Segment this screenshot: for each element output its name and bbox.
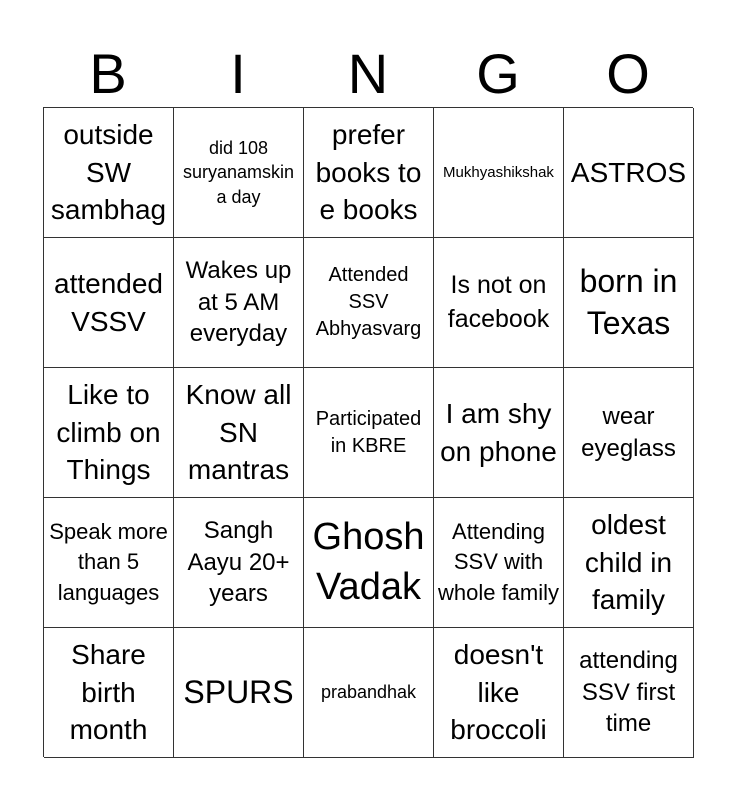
cell-text: outside SW sambhag bbox=[50, 118, 167, 226]
cell-text: Speak more than 5 languages bbox=[49, 518, 168, 605]
bingo-cell[interactable] bbox=[564, 238, 694, 368]
cell-text: Mukhyashikshak bbox=[443, 163, 554, 181]
cell-text: oldest child in family bbox=[584, 508, 673, 616]
bingo-cell[interactable] bbox=[564, 368, 694, 498]
header-letter-o: O bbox=[606, 42, 650, 105]
bingo-cell[interactable] bbox=[44, 628, 174, 758]
cell-text: Attended SSV Abhyasvarg bbox=[315, 264, 422, 340]
cell-text: SPURS bbox=[183, 673, 294, 710]
bingo-cell[interactable] bbox=[434, 498, 564, 628]
bingo-cell[interactable] bbox=[434, 368, 564, 498]
cell-text: Ghosh Vadak bbox=[312, 516, 425, 608]
cell-text: Sangh Aayu 20+ years bbox=[187, 516, 290, 608]
header-letter-g: G bbox=[476, 42, 520, 105]
bingo-header bbox=[43, 40, 693, 108]
bingo-cell[interactable] bbox=[564, 498, 694, 628]
cell-text: wear eyeglass bbox=[581, 402, 676, 462]
header-letter-b: B bbox=[89, 42, 127, 105]
cell-text: prefer books to e books bbox=[315, 118, 422, 226]
bingo-cell[interactable] bbox=[434, 238, 564, 368]
bingo-cell[interactable] bbox=[564, 108, 694, 238]
bingo-cell[interactable] bbox=[304, 238, 434, 368]
bingo-cell[interactable] bbox=[174, 628, 304, 758]
bingo-cell[interactable] bbox=[174, 498, 304, 628]
cell-text: ASTROS bbox=[570, 156, 687, 188]
bingo-cell[interactable] bbox=[174, 368, 304, 498]
bingo-cell[interactable] bbox=[44, 108, 174, 238]
cell-text: Like to climb on Things bbox=[56, 378, 161, 486]
bingo-cell[interactable] bbox=[304, 108, 434, 238]
header-letter-n: N bbox=[347, 42, 389, 105]
cell-text: doesn't like broccoli bbox=[450, 638, 547, 746]
cell-text: attended VSSV bbox=[54, 267, 163, 337]
bingo-cell[interactable] bbox=[564, 628, 694, 758]
cell-text: born in Texas bbox=[579, 262, 678, 341]
bingo-cell[interactable] bbox=[304, 498, 434, 628]
bingo-cell[interactable] bbox=[304, 628, 434, 758]
cell-text: prabandhak bbox=[320, 682, 417, 703]
bingo-cell[interactable] bbox=[44, 238, 174, 368]
cell-text: did 108 suryanamskin a day bbox=[182, 138, 295, 207]
cell-text: Wakes up at 5 AM everyday bbox=[185, 256, 292, 348]
cell-text: Know all SN mantras bbox=[185, 378, 292, 486]
cell-text: attending SSV first time bbox=[579, 646, 678, 738]
bingo-cell[interactable] bbox=[44, 498, 174, 628]
bingo-grid bbox=[43, 107, 693, 757]
bingo-cell[interactable] bbox=[174, 108, 304, 238]
cell-text: Share birth month bbox=[69, 638, 148, 746]
bingo-cell[interactable] bbox=[44, 368, 174, 498]
bingo-cell[interactable] bbox=[434, 108, 564, 238]
header-letter-i: I bbox=[230, 42, 246, 105]
bingo-cell[interactable] bbox=[434, 628, 564, 758]
cell-text: Participated in KBRE bbox=[315, 407, 422, 457]
cell-text: Attending SSV with whole family bbox=[437, 518, 560, 605]
cell-text: I am shy on phone bbox=[440, 397, 557, 467]
bingo-cell[interactable] bbox=[304, 368, 434, 498]
bingo-cell[interactable] bbox=[174, 238, 304, 368]
cell-text: Is not on facebook bbox=[447, 271, 550, 333]
